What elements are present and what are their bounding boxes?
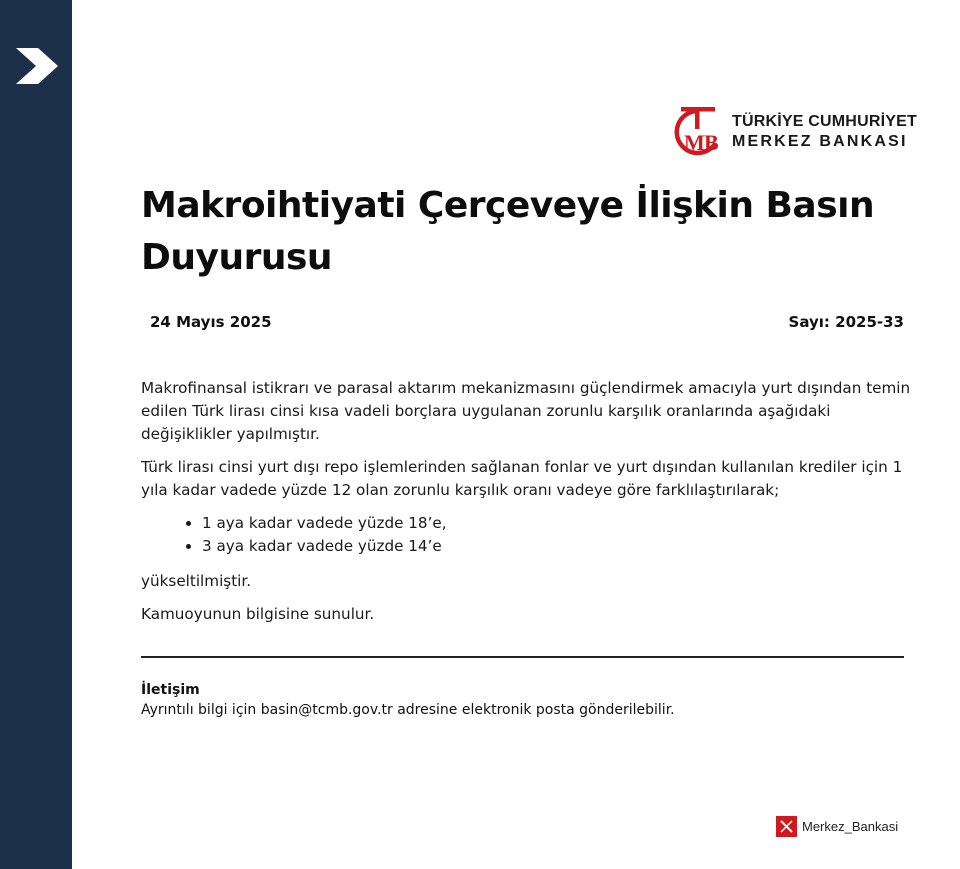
paragraph-details: Türk lirası cinsi yurt dışı repo işlemlerinden sağlanan fonlar ve yurt dışından kullanılan krediler için 1 yıla kadar vadede yüzde 12 olan zorunlu karşılık oranı vadeye göre farklılaştırılarak; bbox=[141, 458, 903, 499]
left-sidebar bbox=[0, 0, 72, 869]
page-title: Makroihtiyati Çerçeveye İlişkin Basın Duyurusu bbox=[141, 185, 875, 278]
tcmb-emblem-icon bbox=[668, 104, 726, 160]
social-handle[interactable] bbox=[776, 815, 898, 837]
paragraph-result: yükseltilmiştir. bbox=[141, 572, 252, 590]
contact-section bbox=[141, 680, 911, 720]
contact-heading: İletişim bbox=[141, 682, 200, 698]
chevron-right-icon bbox=[16, 48, 58, 84]
svg-text:M: M bbox=[684, 130, 705, 155]
list-item: • 1 aya kadar vadede yüzde 18’e, bbox=[202, 512, 911, 535]
svg-text:B: B bbox=[704, 130, 719, 155]
paragraph-closing: Kamuoyunun bilgisine sunulur. bbox=[141, 605, 375, 623]
logo-line-1: TÜRKİYE CUMHURİYET bbox=[732, 113, 917, 130]
list-item: • 3 aya kadar vadede yüzde 14’e bbox=[202, 535, 911, 558]
issue-number: Sayı: 2025-33 bbox=[788, 313, 904, 331]
contact-text: Ayrıntılı bilgi için basin@tcmb.gov.tr adresine elektronik posta gönderilebilir. bbox=[141, 702, 675, 718]
paragraph-intro: Makrofinansal istikrarı ve parasal aktarım mekanizmasını güçlendirmek amacıyla yurt dışından temin edilen Türk lirası cinsi kısa vadeli borçlara uygulanan zorunlu karşılık oranlarında aşağıdaki değişiklikler yapılmıştır. bbox=[141, 379, 911, 443]
logo-line-2: MERKEZ BANKASI bbox=[732, 133, 908, 150]
social-handle-text: Merkez_Bankasi bbox=[802, 818, 899, 834]
divider bbox=[141, 656, 904, 658]
tcmb-logo bbox=[668, 104, 918, 160]
rate-list bbox=[141, 512, 911, 558]
logo-wordmark bbox=[732, 112, 917, 152]
x-logo-icon bbox=[776, 816, 797, 837]
announcement-date: 24 Mayıs 2025 bbox=[150, 313, 272, 331]
announcement-body bbox=[141, 377, 911, 636]
